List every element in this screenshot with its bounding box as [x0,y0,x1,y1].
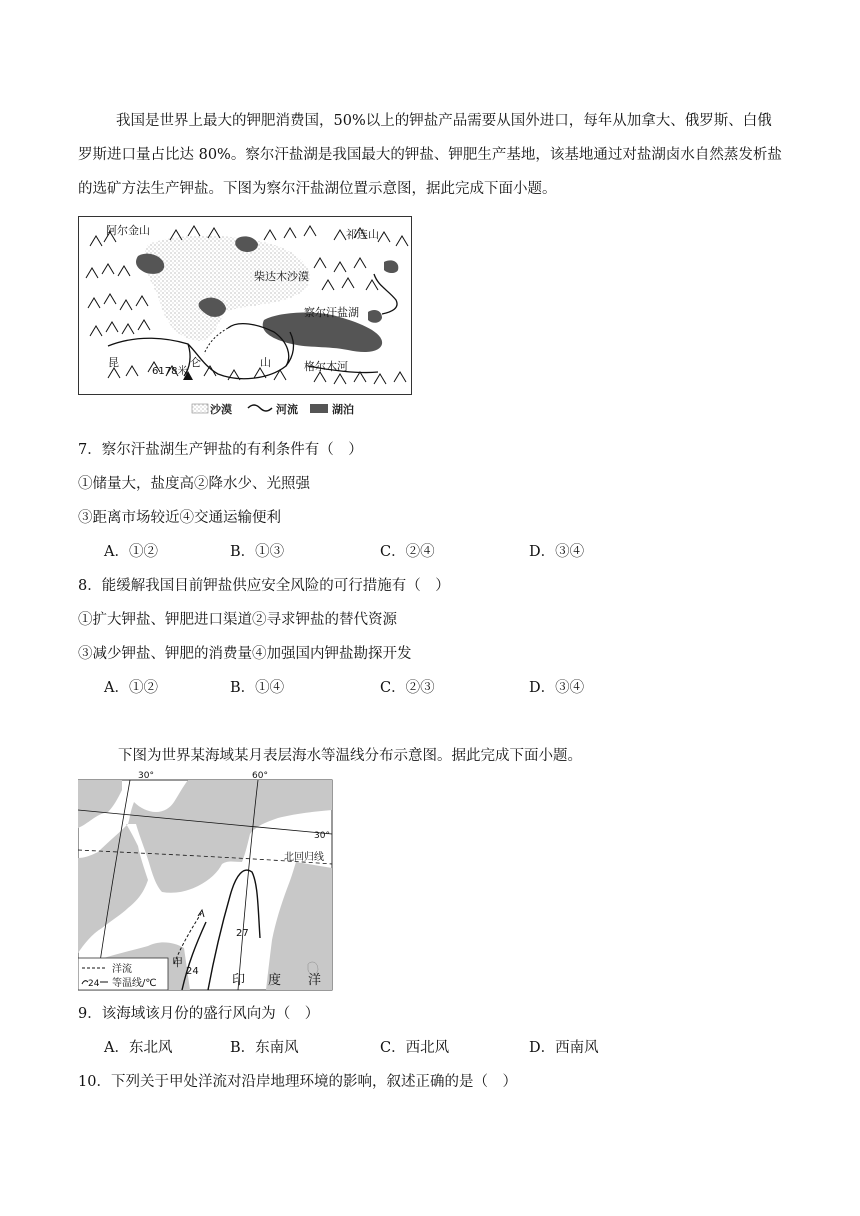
q9-stem: 9．该海域该月份的盛行风向为（ ） [78,1006,320,1022]
q9-option-d[interactable]: D．西南风 [529,1040,599,1056]
legend-desert-swatch [192,404,208,413]
label-lon30: 30° [138,771,154,781]
label-peak: 6178米 [152,366,188,377]
isotherm-map-figure [78,768,334,992]
isotherm-map-svg [78,768,334,992]
label-lun: 仑 [190,356,201,369]
q7-option-c[interactable]: C．②④ [380,544,435,560]
label-yang: 洋 [308,973,322,988]
label-qilian: 祁连山 [346,228,379,241]
label-yin: 印 [232,973,246,988]
legend-lake-swatch [310,404,328,413]
label-kun: 昆 [108,356,119,369]
label-jia: 甲 [172,956,183,969]
label-golmud-river: 格尔木河 [304,360,348,373]
q7-option-d[interactable]: D．③④ [529,544,585,560]
legend-isotherm-sample: 24 [88,979,100,989]
label-qarhan: 察尔汗盐湖 [304,306,359,319]
label-tropic: 北回归线 [284,852,324,863]
q8-option-a[interactable]: A．①② [104,680,158,696]
q9-option-a[interactable]: A．东北风 [104,1040,173,1056]
legend-desert: 沙漠 [210,403,232,416]
q8-choices-line1: ①扩大钾盐、钾肥进口渠道②寻求钾盐的替代资源 [78,612,397,628]
label-altun: 阿尔金山 [106,224,150,237]
q9-option-c[interactable]: C．西北风 [380,1040,450,1056]
q8-choices-line2: ③减少钾盐、钾肥的消费量④加强国内钾盐勘探开发 [78,646,412,662]
legend-lake: 湖泊 [332,403,354,416]
legend-current: 洋流 [112,964,132,975]
q8-stem: 8．能缓解我国目前钾盐供应安全风险的可行措施有（ ） [78,578,450,594]
legend-isotherm: 等温线/℃ [112,978,157,989]
q8-option-c[interactable]: C．②③ [380,680,435,696]
q7-option-a[interactable]: A．①② [104,544,158,560]
label-shan: 山 [260,356,271,369]
label-lat30: 30° [314,831,330,841]
label-qaidam-desert: 柴达木沙漠 [254,270,309,283]
q7-choices-line2: ③距离市场较近④交通运输便利 [78,510,281,526]
q7-stem: 7．察尔汗盐湖生产钾盐的有利条件有（ ） [78,442,363,458]
map2-legend [78,958,168,990]
q7-option-b[interactable]: B．①③ [230,544,285,560]
label-iso24: 24 [186,966,199,977]
q10-stem: 10．下列关于甲处洋流对沿岸地理环境的影响，叙述正确的是（ ） [78,1074,517,1090]
label-du: 度 [268,973,282,988]
q7-choices-line1: ①储量大，盐度高②降水少、光照强 [78,476,310,492]
qarhan-map-figure [78,216,412,420]
q9-option-b[interactable]: B．东南风 [230,1040,299,1056]
map1-legend [192,402,354,416]
passage-salt-lake: 我国是世界上最大的钾肥消费国，50%以上的钾盐产品需要从国外进口，每年从加拿大、俄罗斯、白俄罗斯进口量占比达 80%。察尔汗盐湖是我国最大的钾盐、钾肥生产基地，该基地通过对盐湖卤水自然蒸发析盐的选矿方法生产钾盐。下图为察尔汗盐湖位置示意图，据此完成下面小题。 [78,113,782,197]
legend-river-swatch [248,405,272,411]
label-iso27: 27 [236,928,249,939]
label-lon60: 60° [252,771,268,781]
q8-option-b[interactable]: B．①④ [230,680,285,696]
qarhan-map-svg [78,216,412,420]
legend-river: 河流 [276,403,298,416]
passage-isotherm: 下图为世界某海域某月表层海水等温线分布示意图。据此完成下面小题。 [118,748,582,764]
q8-option-d[interactable]: D．③④ [529,680,585,696]
